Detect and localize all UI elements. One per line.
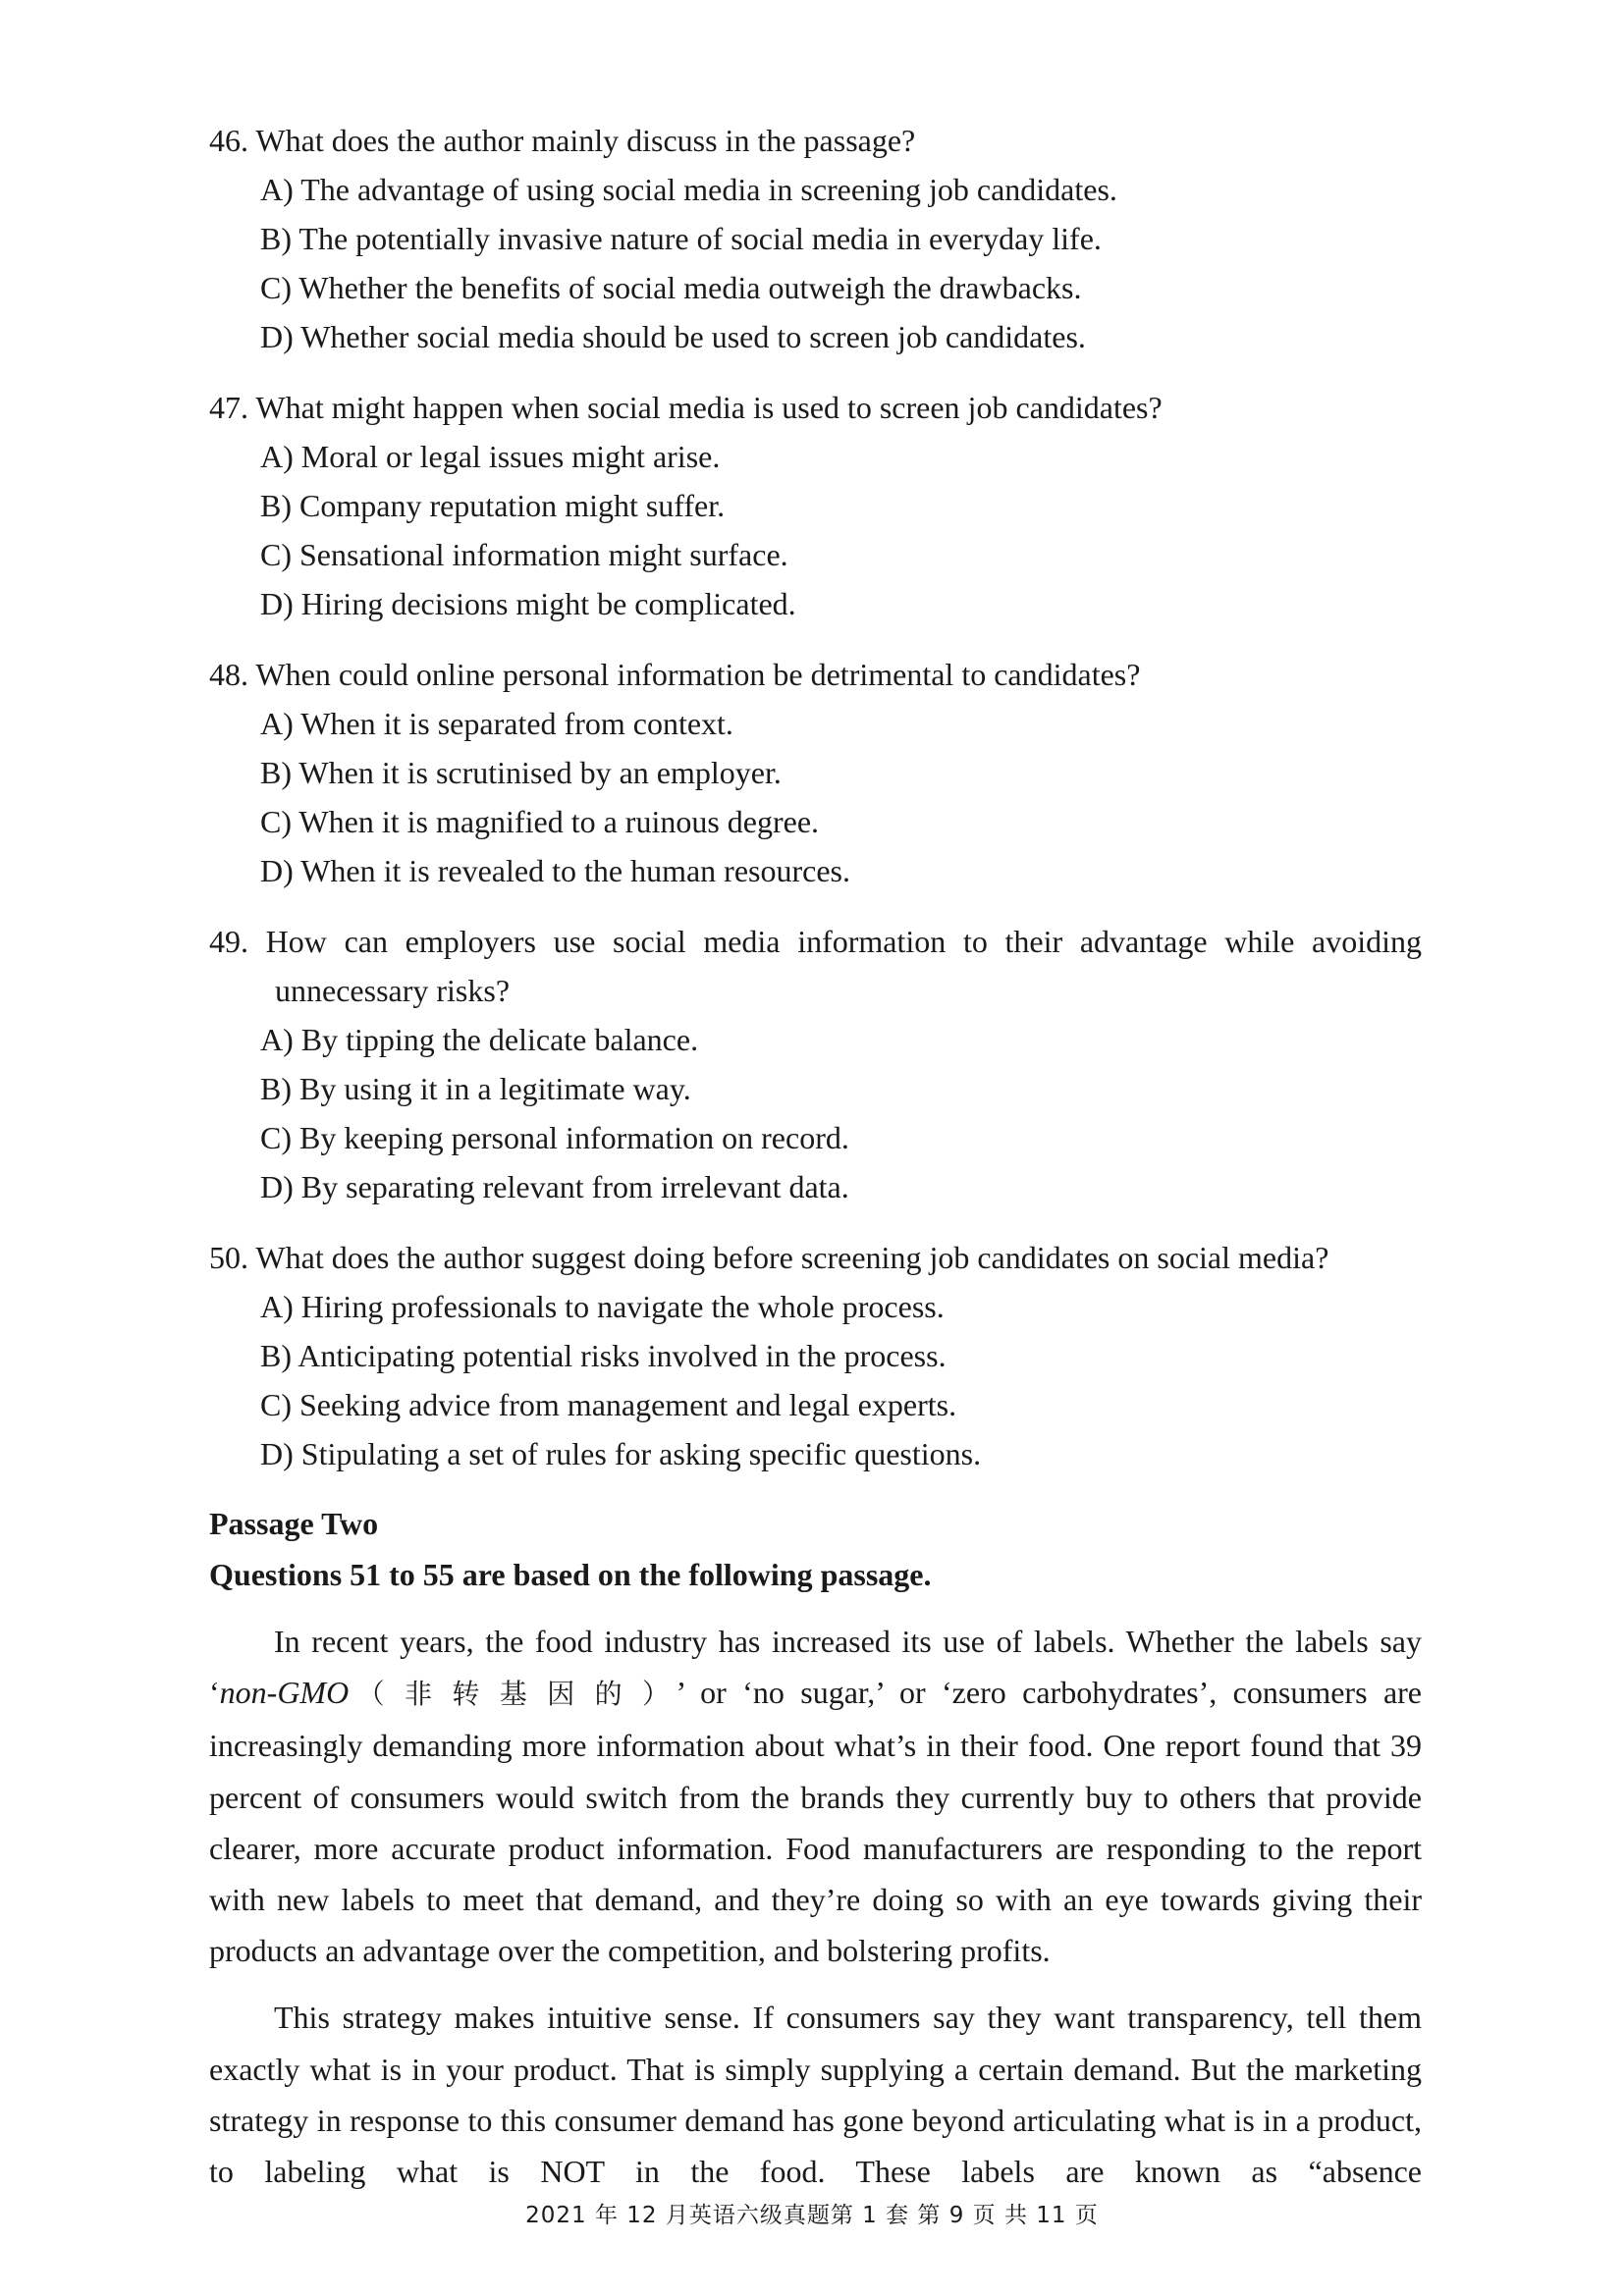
option-c: C) Whether the benefits of social media outweigh the drawbacks. bbox=[260, 270, 1082, 305]
question-47 bbox=[209, 383, 1422, 628]
option-a: A) The advantage of using social media in screening job candidates. bbox=[260, 172, 1117, 207]
question-46 bbox=[209, 116, 1422, 361]
question-stem-line2: unnecessary risks? bbox=[275, 973, 511, 1008]
option-b: B) When it is scrutinised by an employer. bbox=[260, 755, 782, 790]
question-stem: 48. When could online personal information be detrimental to candidates? bbox=[209, 657, 1141, 692]
question-stem-line1: 49. How can employers use social media information to their advantage while avoiding bbox=[209, 924, 1422, 959]
option-b: B) The potentially invasive nature of social media in everyday life. bbox=[260, 221, 1102, 256]
option-a: A) Moral or legal issues might arise. bbox=[260, 439, 721, 474]
option-d: D) When it is revealed to the human resources. bbox=[260, 853, 850, 888]
option-d: D) Whether social media should be used to screen job candidates. bbox=[260, 319, 1086, 354]
passage-paragraph-2: This strategy makes intuitive sense. If consumers say they want transparency, tell them exactly what is in your product. That is simply supplying a certain demand. But the marketing strategy in response to this consumer demand has gone beyond articulating what is in a product, to labeling what is NOT in the food. These labels are known as “absence bbox=[209, 2000, 1422, 2190]
question-stem-continuation bbox=[209, 966, 1422, 1015]
paragraph-text: ’ or ‘no sugar,’ or ‘zero carbohydrates’, consumers are increasingly demanding more information about what’s in their food. One report found that 39 percent of consumers would switch from the brands they currently buy to others that provide clearer, more accurate product information. Food manufacturers are responding to the report with new labels to meet that demand, and they’re doing so with an eye towards giving their products an advantage over the competition, and bolstering profits. bbox=[209, 1675, 1422, 1969]
option-b: B) Anticipating potential risks involved in the process. bbox=[260, 1338, 947, 1373]
option-d: D) By separating relevant from irrelevant data. bbox=[260, 1169, 849, 1204]
option-b: B) Company reputation might suffer. bbox=[260, 488, 726, 523]
passage-subtitle: Questions 51 to 55 are based on the following passage. bbox=[209, 1557, 932, 1592]
option-c: C) When it is magnified to a ruinous degree. bbox=[260, 804, 820, 839]
question-48 bbox=[209, 650, 1422, 895]
chinese-gloss: （非转基因的） bbox=[349, 1678, 677, 1711]
page-footer: 2021 年 12 月英语六级真题第 1 套 第 9 页 共 11 页 bbox=[525, 2203, 1099, 2228]
paragraph-text: In recent years, the food industry has increased its use of labels. Whether the labels say ‘ bbox=[209, 1624, 1422, 1711]
question-stem bbox=[209, 917, 1422, 966]
option-c: C) Seeking advice from management and legal experts. bbox=[260, 1387, 957, 1422]
question-stem: 47. What might happen when social media is used to screen job candidates? bbox=[209, 390, 1163, 425]
question-stem: 50. What does the author suggest doing before screening job candidates on social media? bbox=[209, 1240, 1329, 1275]
option-a: A) By tipping the delicate balance. bbox=[260, 1022, 699, 1057]
italic-term: non-GMO bbox=[219, 1675, 350, 1711]
passage-title: Passage Two bbox=[209, 1506, 379, 1541]
option-d: D) Stipulating a set of rules for asking specific questions. bbox=[260, 1436, 982, 1471]
option-a: A) Hiring professionals to navigate the whole process. bbox=[260, 1289, 945, 1324]
option-b: B) By using it in a legitimate way. bbox=[260, 1071, 691, 1106]
question-stem: 46. What does the author mainly discuss in the passage? bbox=[209, 123, 916, 158]
option-c: C) By keeping personal information on record. bbox=[260, 1120, 849, 1155]
question-50 bbox=[209, 1233, 1422, 1478]
option-a: A) When it is separated from context. bbox=[260, 706, 733, 741]
page-content bbox=[209, 116, 1422, 2211]
question-49 bbox=[209, 917, 1422, 1211]
option-d: D) Hiring decisions might be complicated. bbox=[260, 586, 796, 621]
passage-paragraph-1 bbox=[209, 1616, 1422, 1976]
option-c: C) Sensational information might surface. bbox=[260, 537, 788, 572]
